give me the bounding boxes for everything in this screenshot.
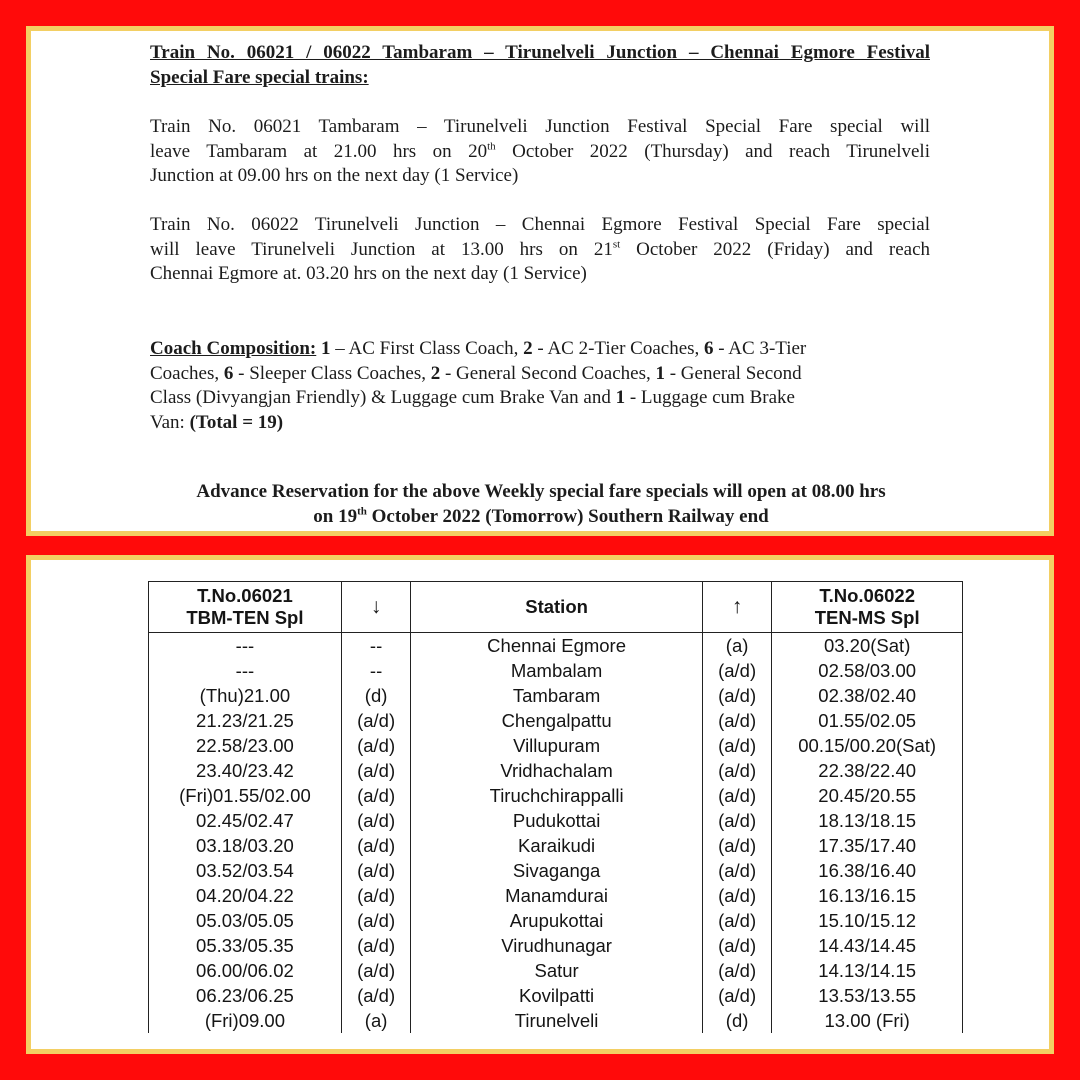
down-mode-cell: (a/d) [341,858,411,883]
station-header: Station [411,582,703,633]
station-cell: Mambalam [411,658,703,683]
up-time-cell: 02.58/03.00 [772,658,963,683]
advance-line-2-text: on 19 [313,505,358,527]
down-train-header [149,582,342,633]
up-mode-cell: (a/d) [702,858,772,883]
up-time-cell: 03.20(Sat) [772,633,963,659]
station-cell: Pudukottai [411,808,703,833]
up-time-cell: 17.35/17.40 [772,833,963,858]
down-train-number: T.No.06021 [197,585,293,606]
up-time-cell: 16.38/16.40 [772,858,963,883]
coach-text: - Sleeper Class Coaches, [233,362,431,384]
up-time-cell: 01.55/02.05 [772,708,963,733]
station-cell: Vridhachalam [411,758,703,783]
down-mode-cell: (a/d) [341,908,411,933]
timetable-header-row [149,582,963,633]
up-mode-cell: (a/d) [702,958,772,983]
table-row [149,808,963,833]
advance-line-1: Advance Reservation for the above Weekly special fare specials will open at 08.00 hrs [196,481,886,502]
timetable-scan [93,567,991,1049]
table-row [149,1008,963,1033]
table-row [149,983,963,1008]
coach-text: Coaches, [150,362,224,384]
para1-line-2-tail: October 2022 (Thursday) and reach Tirunelveli [495,140,930,162]
station-cell: Kovilpatti [411,983,703,1008]
para1-line-2 [150,140,930,165]
down-mode-cell: (a/d) [341,883,411,908]
table-row [149,683,963,708]
down-mode-cell: -- [341,658,411,683]
down-mode-cell: (a/d) [341,758,411,783]
coach-count: 6 [704,338,714,359]
up-time-cell: 15.10/15.12 [772,908,963,933]
train-06022-paragraph [150,213,930,287]
down-time-cell: 06.00/06.02 [149,958,342,983]
down-mode-cell: (a/d) [341,983,411,1008]
table-row [149,708,963,733]
advance-line-2-tail: October 2022 (Tomorrow) Southern Railway end [366,505,769,527]
para1-ordinal: th [487,140,496,153]
down-time-cell: --- [149,658,342,683]
coach-text: - AC 2-Tier Coaches, [532,338,705,359]
down-time-cell: 05.03/05.05 [149,908,342,933]
coach-text: - Luggage cum Brake [625,387,795,408]
down-mode-cell: (a/d) [341,808,411,833]
down-mode-cell: (d) [341,683,411,708]
up-mode-cell: (a/d) [702,833,772,858]
coach-text: Class (Divyangjan Friendly) & Luggage cum Brake Van and [150,387,616,408]
coach-line-4 [150,411,910,436]
up-mode-cell: (a/d) [702,683,772,708]
para2-line-2 [150,238,930,263]
station-cell: Manamdurai [411,883,703,908]
down-time-cell: 03.18/03.20 [149,833,342,858]
coach-total: (Total = 19) [189,411,284,433]
down-time-cell: 21.23/21.25 [149,708,342,733]
table-row [149,858,963,883]
up-mode-cell: (a/d) [702,658,772,683]
station-cell: Tambaram [411,683,703,708]
up-time-cell: 22.38/22.40 [772,758,963,783]
para2-line-2-tail: October 2022 (Friday) and reach [620,238,931,260]
down-time-cell: 23.40/23.42 [149,758,342,783]
down-train-name: TBM-TEN Spl [186,607,304,628]
advance-ordinal: th [357,505,367,518]
down-time-cell: 02.45/02.47 [149,808,342,833]
station-cell: Tirunelveli [411,1008,703,1033]
down-mode-cell: (a/d) [341,958,411,983]
para2-line-1: Train No. 06022 Tirunelveli Junction – Chennai Egmore Festival Special Fare special [150,214,930,235]
down-time-cell: 04.20/04.22 [149,883,342,908]
station-cell: Karaikudi [411,833,703,858]
para2-line-2-text: will leave Tirunelveli Junction at 13.00 hrs on 21 [150,238,613,260]
down-mode-cell: (a/d) [341,733,411,758]
station-cell: Arupukottai [411,908,703,933]
heading-line-1: Train No. 06021 / 06022 Tambaram – Tirunelveli Junction – Chennai Egmore Festival [150,42,930,63]
down-arrow-header: ↓ [341,582,411,633]
down-time-cell: (Thu)21.00 [149,683,342,708]
table-row [149,833,963,858]
para1-line-2-text: leave Tambaram at 21.00 hrs on 20 [150,140,488,162]
up-mode-cell: (a/d) [702,758,772,783]
up-time-cell: 13.00 (Fri) [772,1008,963,1033]
down-mode-cell: (a/d) [341,708,411,733]
timetable-body [149,633,963,1034]
coach-line-3 [150,386,910,411]
table-row [149,783,963,808]
para1-line-1: Train No. 06021 Tambaram – Tirunelveli Junction Festival Special Fare special will [150,116,930,137]
up-mode-cell: (a/d) [702,783,772,808]
up-mode-cell: (a/d) [702,908,772,933]
up-train-header [772,582,963,633]
coach-composition-label: Coach Composition: [150,338,317,359]
advance-reservation-note [91,480,991,529]
down-mode-cell: -- [341,633,411,659]
para2-ordinal: st [612,238,621,251]
up-mode-cell: (a) [702,633,772,659]
down-time-cell: (Fri)01.55/02.00 [149,783,342,808]
notice-panel [26,26,1054,536]
table-row [149,883,963,908]
para2-line-3: Chennai Egmore at. 03.20 hrs on the next day (1 Service) [150,263,587,284]
down-mode-cell: (a/d) [341,933,411,958]
coach-count: 6 [223,362,234,384]
table-row [149,958,963,983]
up-mode-cell: (a/d) [702,733,772,758]
down-time-cell: 06.23/06.25 [149,983,342,1008]
timetable-panel [26,555,1054,1054]
up-mode-cell: (a/d) [702,933,772,958]
up-time-cell: 14.13/14.15 [772,958,963,983]
station-cell: Chennai Egmore [411,633,703,659]
coach-text: - General Second Coaches, [440,362,656,384]
table-row [149,908,963,933]
para1-line-3: Junction at 09.00 hrs on the next day (1 Service) [150,165,519,186]
down-mode-cell: (a/d) [341,833,411,858]
coach-line-2 [150,362,910,387]
station-cell: Sivaganga [411,858,703,883]
up-train-number: T.No.06022 [819,585,915,606]
down-time-cell: 03.52/03.54 [149,858,342,883]
station-cell: Villupuram [411,733,703,758]
up-time-cell: 14.43/14.45 [772,933,963,958]
coach-text: - AC 3-Tier [713,338,807,359]
timetable [148,581,963,1033]
up-mode-cell: (a/d) [702,708,772,733]
down-mode-cell: (a/d) [341,783,411,808]
table-row [149,658,963,683]
up-mode-cell: (a/d) [702,883,772,908]
station-cell: Virudhunagar [411,933,703,958]
station-cell: Tiruchchirappalli [411,783,703,808]
down-mode-cell: (a) [341,1008,411,1033]
up-mode-cell: (a/d) [702,983,772,1008]
coach-text: – AC First Class Coach, [330,338,524,359]
coach-count: 2 [430,362,441,384]
up-time-cell: 16.13/16.15 [772,883,963,908]
table-row [149,933,963,958]
coach-text: - General Second [664,362,802,384]
advance-line-2 [91,505,991,530]
down-time-cell: 22.58/23.00 [149,733,342,758]
up-time-cell: 00.15/00.20(Sat) [772,733,963,758]
coach-count: 1 [615,387,626,408]
station-cell: Chengalpattu [411,708,703,733]
down-time-cell: (Fri)09.00 [149,1008,342,1033]
down-time-cell: 05.33/05.35 [149,933,342,958]
up-mode-cell: (a/d) [702,808,772,833]
coach-count: 1 [321,338,331,359]
station-cell: Satur [411,958,703,983]
table-row [149,758,963,783]
up-train-name: TEN-MS Spl [814,607,920,628]
train-06021-paragraph [150,115,930,189]
up-time-cell: 13.53/13.55 [772,983,963,1008]
up-time-cell: 18.13/18.15 [772,808,963,833]
up-arrow-header: ↑ [702,582,772,633]
table-row [149,733,963,758]
notice-heading [150,41,930,90]
up-time-cell: 02.38/02.40 [772,683,963,708]
coach-text: Van: [150,411,190,433]
table-row [149,633,963,659]
coach-count: 2 [523,338,533,359]
down-time-cell: --- [149,633,342,659]
coach-count: 1 [655,362,665,384]
up-mode-cell: (d) [702,1008,772,1033]
coach-line-1 [150,337,910,362]
up-time-cell: 20.45/20.55 [772,783,963,808]
heading-line-2: Special Fare special trains: [150,66,369,88]
coach-composition [150,337,910,435]
